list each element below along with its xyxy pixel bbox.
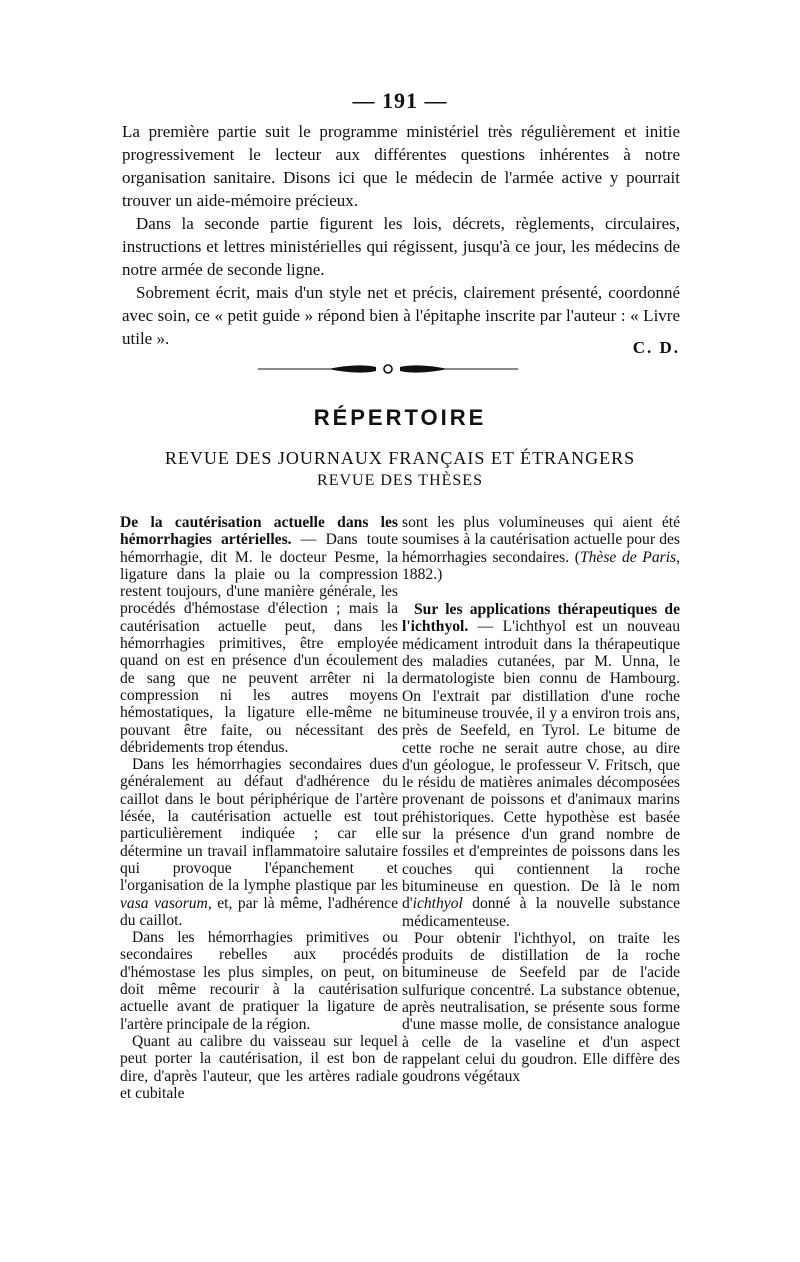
drug-name: ichthyol bbox=[412, 895, 463, 913]
intro-paragraph-3: Sobrement écrit, mais d'un style net et précis, clairement présenté, coordonné avec soin, ce « petit guide » répond bien à l'épitaphe inscrite par l'auteur : « Livre utile ». bbox=[122, 283, 680, 348]
signature: C. D. bbox=[632, 338, 680, 357]
intro-paragraph-2: Dans la seconde partie figurent les lois, décrets, règlements, circulaires, instructions et lettres ministérielles qui régissent, jusqu'à ce jour, les médecins de notre armée de seconde ligne. bbox=[122, 214, 680, 279]
section-subtitle-1: REVUE DES JOURNAUX FRANÇAIS ET ÉTRANGERS bbox=[164, 448, 636, 468]
article-1-paragraph-3: Dans les hémorrhagies primitives ou secondaires rebelles aux procédés d'hémostase les plus simples, on peut, on doit même recourir à la cautérisation actuelle avant de pratiquer la ligature de l'artère principale de la région. bbox=[120, 929, 398, 1033]
left-column bbox=[120, 514, 398, 1102]
article-2-title: Sur les applications thérapeutiques de l'ichthyol. bbox=[402, 601, 680, 636]
article-1-text: — Dans toute hémorrhagie, dit M. le docteur Pesme, la ligature dans la plaie ou la compression restent toujours, d'une manière générale, les procédés d'hémostase d'élection ; mais la cautérisation actuelle peut, dans les hémorrhagies primitives, être employée quand on est en présence d'un écoulement de sang que ne peuvent arrêter ni la compression ni les autres moyens hémostatiques, la ligature elle-même ne pouvant être faite, ou nécessitant des débridements trop étendus. bbox=[120, 531, 398, 756]
intro-paragraph-1: La première partie suit le programme ministériel très régulièrement et initie progressivement le lecteur aux différentes questions inhérentes à notre organisation sanitaire. Disons ici que le médecin de l'armée active y pourrait trouver un aide-mémoire précieux. bbox=[122, 122, 680, 210]
latin-term: vasa vasorum bbox=[120, 894, 208, 912]
ornament-divider bbox=[258, 358, 518, 380]
intro-section bbox=[122, 120, 680, 350]
article-1-title: De la cautérisation actuelle dans les hémorrhagies artérielles. bbox=[120, 514, 398, 549]
article-1-paragraph-4: Quant au calibre du vaisseau sur lequel peut porter la cautérisation, il est bon de dire, d'après l'auteur, que les artères radiale et cubitale bbox=[120, 1032, 398, 1102]
page-number: — 191 — bbox=[352, 88, 448, 113]
article-1-source: Thèse de Paris bbox=[579, 548, 677, 566]
article-1-continuation: sont les plus volumineuses qui aient été soumises à la cautérisation actuelle pour des hémorrhagies secondaires. (Thèse de Paris, 1882.) bbox=[402, 514, 680, 583]
article-1-paragraph-2: Dans les hémorrhagies secondaires dues généralement au défaut d'adhérence du caillot dans le bout périphérique de l'artère lésée, la cautérisation actuelle est tout particulièrement indiquée ; car elle détermine un travail inflammatoire salutaire qui provoque l'épanchement et l'organisation de la lymphe plastique par les vasa vasorum, et, par là même, l'adhérence du caillot. bbox=[120, 756, 398, 929]
right-column bbox=[402, 514, 680, 1086]
section-subtitle-2: REVUE DES THÈSES bbox=[317, 472, 483, 489]
section-title: RÉPERTOIRE bbox=[313, 405, 487, 430]
spacer bbox=[402, 583, 680, 601]
article-1-paragraph-1 bbox=[120, 514, 398, 756]
article-2-paragraph-2: Pour obtenir l'ichthyol, on traite les produits de distillation de la roche bitumineuse de Seefeld par de l'acide sulfurique concentré. La substance obtenue, après neutralisation, se présente sous forme d'une masse molle, de consistance analogue à celle de la vaseline et d'un aspect rappelant celui du goudron. Elle diffère des goudrons végétaux bbox=[402, 929, 680, 1086]
article-2-paragraph-1: Sur les applications thérapeutiques de l'ichthyol. — L'ichthyol est un nouveau médicament introduit dans la thérapeutique des maladies cutanées, par M. Unna, le dermatologiste bien connu de Hambourg. On l'extrait par distillation d'une roche bitumineuse trouvée, il y a environ trois ans, près de Seefeld, en Tyrol. Le bitume de cette roche ne serait autre chose, au dire d'un géologue, le professeur V. Fritsch, que le résidu de matières animales décomposées provenant de poissons et d'animaux marins préhistoriques. Cette hypothèse est basée sur la présence d'un grand nombre de fossiles et d'empreintes de poissons dans les couches qui contiennent la roche bitumineuse en question. De là le nom d'ichthyol donné à la nouvelle substance médicamenteuse. bbox=[402, 601, 680, 930]
